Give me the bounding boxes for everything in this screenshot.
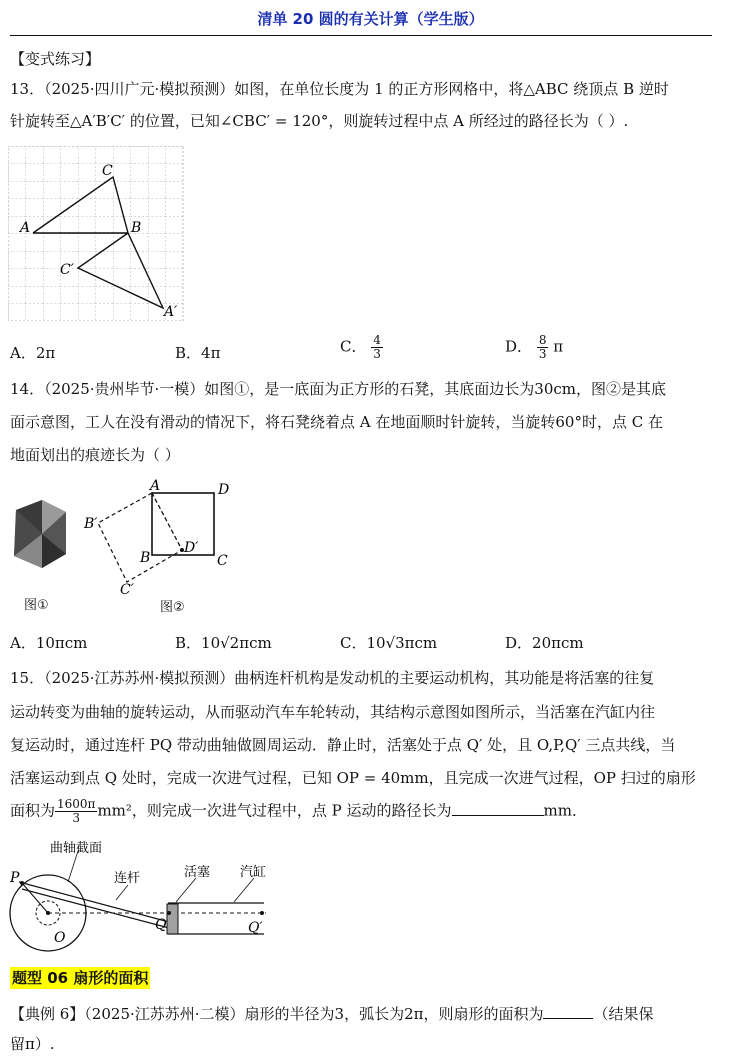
q13-option-a[interactable]: A．2π <box>10 344 56 362</box>
label-cylinder: 汽缸 <box>240 865 267 880</box>
q13-text-line2: 针旋转至△A′B′C′ 的位置，已知∠CBC′ = 120°，则旋转过程中点 A 所经过的路径长为（ ）. <box>10 112 629 130</box>
q13-option-c-fraction <box>371 334 383 361</box>
label-crank-section: 曲轴截面 <box>50 841 103 856</box>
section-variant-label: 【变式练习】 <box>10 50 101 68</box>
label-c: C <box>217 553 228 569</box>
label-b: B <box>140 550 151 566</box>
connecting-rod-top <box>19 882 169 922</box>
q15-text-line3: 复运动时，通过连杆 PQ 带动曲轴做圆周运动．静止时，活塞处于点 Q′ 处，且 O,P,Q′ 三点共线，当 <box>10 736 676 754</box>
leader-rod <box>116 885 128 900</box>
label-d: D <box>218 482 230 498</box>
point-b-label: B <box>131 220 142 236</box>
q13-option-d-numerator: 8 <box>538 333 547 347</box>
q14-option-b[interactable]: B．10√2πcm <box>175 634 272 652</box>
fig1-caption: 图① <box>24 598 49 613</box>
fig2-caption: 图② <box>160 600 185 615</box>
q15-line5-mid: mm²，则完成一次进气过程中，点 P 运动的路径长为 <box>97 801 452 820</box>
q14-text-line3: 地面划出的痕迹长为（ ） <box>10 446 180 464</box>
point-a-label: A <box>20 220 31 236</box>
point-q-prime-dot <box>260 911 264 915</box>
q15-area-denominator: 3 <box>72 811 81 825</box>
example6-line1-prefix: 【典例 6】（2025·江苏苏州·二模）扇形的半径为3，弧长为2π，则扇形的面积为 <box>10 1005 544 1023</box>
q14-text-line2: 面示意图，工人在没有滑动的情况下，将石凳绕着点 A 在地面顺时针旋转，当旋转60°时，点 C 在 <box>10 413 663 431</box>
leader-cylinder <box>234 878 254 902</box>
point-c-label: C <box>102 163 113 179</box>
point-q-dot <box>167 911 171 915</box>
q13-option-d-fraction <box>537 334 549 361</box>
q15-text-line1: 15．（2025·江苏苏州·模拟预测）曲柄连杆机构是发动机的主要运动机构，其功能是将活塞的往复 <box>10 669 655 687</box>
leader-piston <box>176 878 196 902</box>
q14-text-line1: 14．（2025·贵州毕节·一模）如图①，是一底面为正方形的石凳，其底面边长为30cm，图②是其底 <box>10 380 667 398</box>
radius-op <box>22 883 48 913</box>
q14-option-c[interactable]: C．10√3πcm <box>340 634 438 652</box>
label-b-prime: B′ <box>84 516 98 532</box>
q13-grid-figure <box>8 146 188 321</box>
label-c-prime: C′ <box>120 582 134 596</box>
point-o-dot <box>46 911 50 915</box>
q15-line5-suffix: mm． <box>543 801 587 820</box>
q13-text-line1: 13．（2025·四川广元·模拟预测）如图，在单位长度为 1 的正方形网格中，将△ABC 绕顶点 B 逆时 <box>10 80 669 98</box>
example6-answer-blank[interactable] <box>543 1002 593 1019</box>
q13-option-d-suffix: π <box>553 337 564 356</box>
stone-stool-photo <box>8 498 70 570</box>
q15-line5-prefix: 面积为 <box>10 801 56 820</box>
point-p-dot <box>20 881 24 885</box>
page-title: 清单 20 圆的有关计算（学生版） <box>257 10 484 28</box>
header-divider <box>10 35 712 36</box>
example6-line2: 留π）. <box>10 1035 55 1053</box>
example6-line1 <box>10 1002 716 1025</box>
label-piston: 活塞 <box>184 865 211 880</box>
label-o: O <box>54 930 66 946</box>
q15-answer-blank[interactable] <box>452 799 544 816</box>
q15-text-line2: 运动转变为曲轴的旋转运动，从而驱动汽车车轮转动，其结构示意图如图所示，当活塞在汽缸内往 <box>10 703 656 721</box>
q14-option-d[interactable]: D．20πcm <box>505 634 584 652</box>
label-connecting-rod: 连杆 <box>114 871 141 886</box>
q13-option-d-denominator: 3 <box>538 347 547 361</box>
label-q: Q <box>155 917 167 933</box>
example6-line1-suffix: （结果保 <box>593 1005 654 1023</box>
label-q-prime: Q′ <box>248 920 263 936</box>
label-p: P <box>10 870 20 886</box>
q14-square-rotation-figure <box>80 478 240 596</box>
q13-option-b[interactable]: B．4π <box>175 344 221 362</box>
q13-option-c[interactable] <box>340 334 383 361</box>
square-rotated-dashed <box>98 493 182 582</box>
diagonal-dashed <box>152 493 182 550</box>
q15-text-line4: 活塞运动到点 Q 处时，完成一次进气过程，已知 OP = 40mm，且完成一次进气过程，OP 扫过的扇形 <box>10 769 696 787</box>
point-c-prime-label: C′ <box>60 262 74 278</box>
q13-option-c-numerator: 4 <box>373 333 381 347</box>
square-abcd <box>152 493 214 555</box>
q15-area-numerator: 1600π <box>57 797 96 811</box>
label-a: A <box>150 478 161 494</box>
q14-option-a[interactable]: A．10πcm <box>10 634 88 652</box>
piston-block <box>167 904 178 934</box>
label-d-prime: D′ <box>184 540 199 556</box>
q13-option-d[interactable] <box>505 334 563 361</box>
point-a-prime-label: A′ <box>164 304 178 320</box>
q15-area-fraction <box>55 798 97 825</box>
q13-option-c-prefix: C． <box>340 337 367 356</box>
section-06-heading: 题型 06 扇形的面积 <box>12 969 149 987</box>
q13-option-d-prefix: D． <box>505 337 533 356</box>
q15-text-line5 <box>10 798 716 825</box>
q15-crank-figure <box>8 838 283 956</box>
q13-option-c-denominator: 3 <box>373 347 381 361</box>
